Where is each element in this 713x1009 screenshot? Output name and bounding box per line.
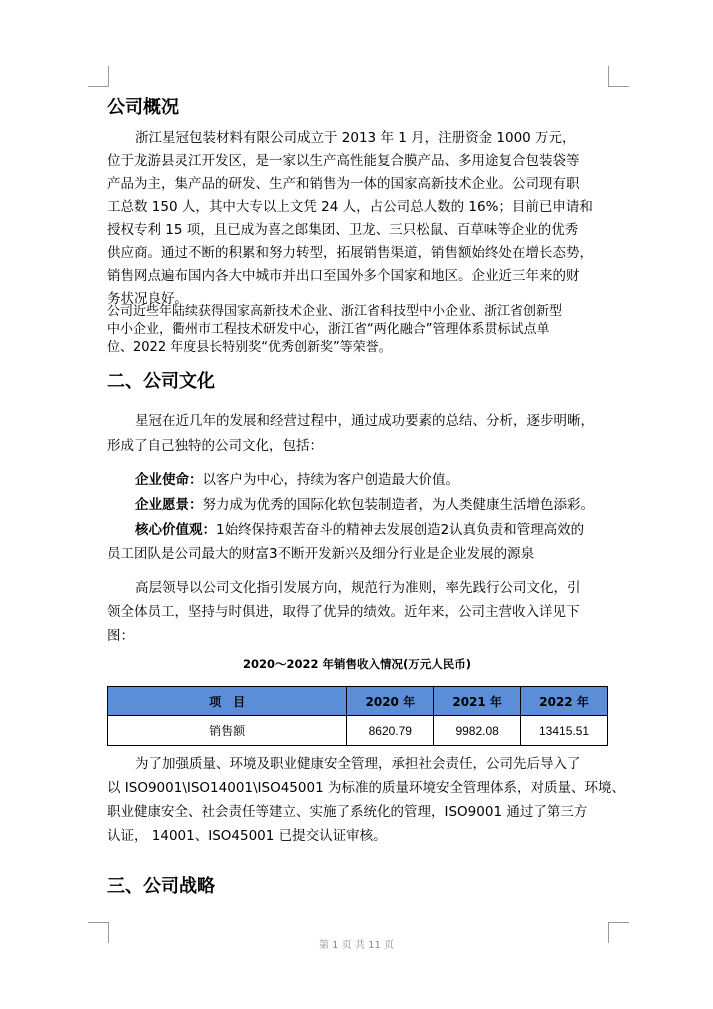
paragraph-line: 工总数 150 人，其中大专以上文凭 24 人，占公司总人数的 16%；目前已申请和 — [107, 199, 593, 215]
section-heading: 三、公司战略 — [107, 876, 215, 897]
values-label: 核心价值观： — [135, 522, 216, 538]
section-heading: 二、公司文化 — [107, 371, 215, 392]
paragraph-line: 产品为主，集产品的研发、生产和销售为一体的国家高新技术企业。公司现有职 — [107, 176, 580, 192]
paragraph-line: 领全体员工，坚持与时俱进，取得了优异的绩效。近年来，公司主营收入详见下 — [107, 604, 580, 620]
vision-text: 努力成为优秀的国际化软包装制造者，为人类健康生活增色添彩。 — [202, 497, 594, 513]
paragraph-line: 位于龙游县灵江开发区，是一家以生产高性能复合膜产品、多用途复合包装袋等 — [107, 153, 580, 169]
paragraph-line: 公司近些年陆续获得国家高新技术企业、浙江省科技型中小企业、浙江省创新型 — [107, 304, 563, 319]
mission-line — [135, 468, 459, 488]
paragraph-line: 高层领导以公司文化指引发展方向，规范行为准则，率先践行公司文化，引 — [135, 580, 581, 596]
paragraph-line: 浙江星冠包装材料有限公司成立于 2013 年 1 月，注册资金 1000 万元， — [135, 130, 576, 146]
table-cell: 销售额 — [108, 716, 347, 746]
table-header-cell: 2022 年 — [521, 687, 608, 716]
page-number: 第 1 页 共 11 页 — [319, 940, 394, 951]
paragraph-line: 中小企业，衢州市工程技术研发中心，浙江省“两化融合”管理体系贯标试点单 — [107, 322, 550, 337]
paragraph-line: 以 ISO9001\ISO14001\ISO45001 为标准的质量环境安全管理体系，对质量、环境、 — [107, 780, 625, 796]
paragraph-line: 图： — [107, 628, 134, 644]
table-row — [108, 716, 608, 746]
paragraph-line: 位、2022 年度县长特别奖“优秀创新奖”等荣誉。 — [107, 340, 392, 355]
table-header-row — [108, 687, 608, 716]
vision-label: 企业愿景： — [135, 497, 203, 513]
paragraph-line: 为了加强质量、环境及职业健康安全管理，承担社会责任，公司先后导入了 — [135, 756, 581, 772]
table-cell: 8620.79 — [347, 716, 434, 746]
paragraph-line: 务状况良好。 — [107, 291, 188, 307]
values-line — [135, 518, 584, 538]
page-corner-mark — [608, 66, 629, 87]
paragraph-line: 授权专利 15 项，且已成为喜之郎集团、卫龙、三只松鼠、百草味等企业的优秀 — [107, 222, 579, 238]
mission-label: 企业使命： — [135, 472, 203, 488]
section-heading: 公司概况 — [107, 97, 179, 118]
paragraph-line: 形成了自己独特的公司文化，包括： — [107, 438, 323, 454]
values-text: 1始终保持艰苦奋斗的精神去发展创造2认真负责和管理高效的 — [216, 522, 585, 538]
paragraph-line: 员工团队是公司最大的财富3不断开发新兴及细分行业是企业发展的源泉 — [107, 546, 535, 562]
paragraph-line: 销售网点遍布国内各大中城市并出口至国外多个国家和地区。企业近三年来的财 — [107, 268, 580, 284]
table-cell: 9982.08 — [434, 716, 521, 746]
table-cell: 13415.51 — [521, 716, 608, 746]
table-header-cell: 2021 年 — [434, 687, 521, 716]
paragraph-line: 供应商。通过不断的积累和努力转型，拓展销售渠道，销售额始终处在增长态势， — [107, 245, 593, 261]
paragraph-line: 星冠在近几年的发展和经营过程中，通过成功要素的总结、分析，逐步明晰， — [135, 413, 594, 429]
sales-table — [107, 686, 608, 746]
table-header-cell: 项 目 — [108, 687, 347, 716]
paragraph-line: 认证， 14001、ISO45001 已提交认证审核。 — [107, 828, 387, 844]
paragraph-line: 职业健康安全、社会责任等建立、实施了系统化的管理，ISO9001 通过了第三方 — [107, 804, 588, 820]
table-caption: 2020～2022 年销售收入情况(万元人民币) — [242, 657, 472, 671]
mission-text: 以客户为中心，持续为客户创造最大价值。 — [202, 472, 459, 488]
page-corner-mark — [88, 66, 109, 87]
table-header-cell: 2020 年 — [347, 687, 434, 716]
vision-line — [135, 493, 594, 513]
